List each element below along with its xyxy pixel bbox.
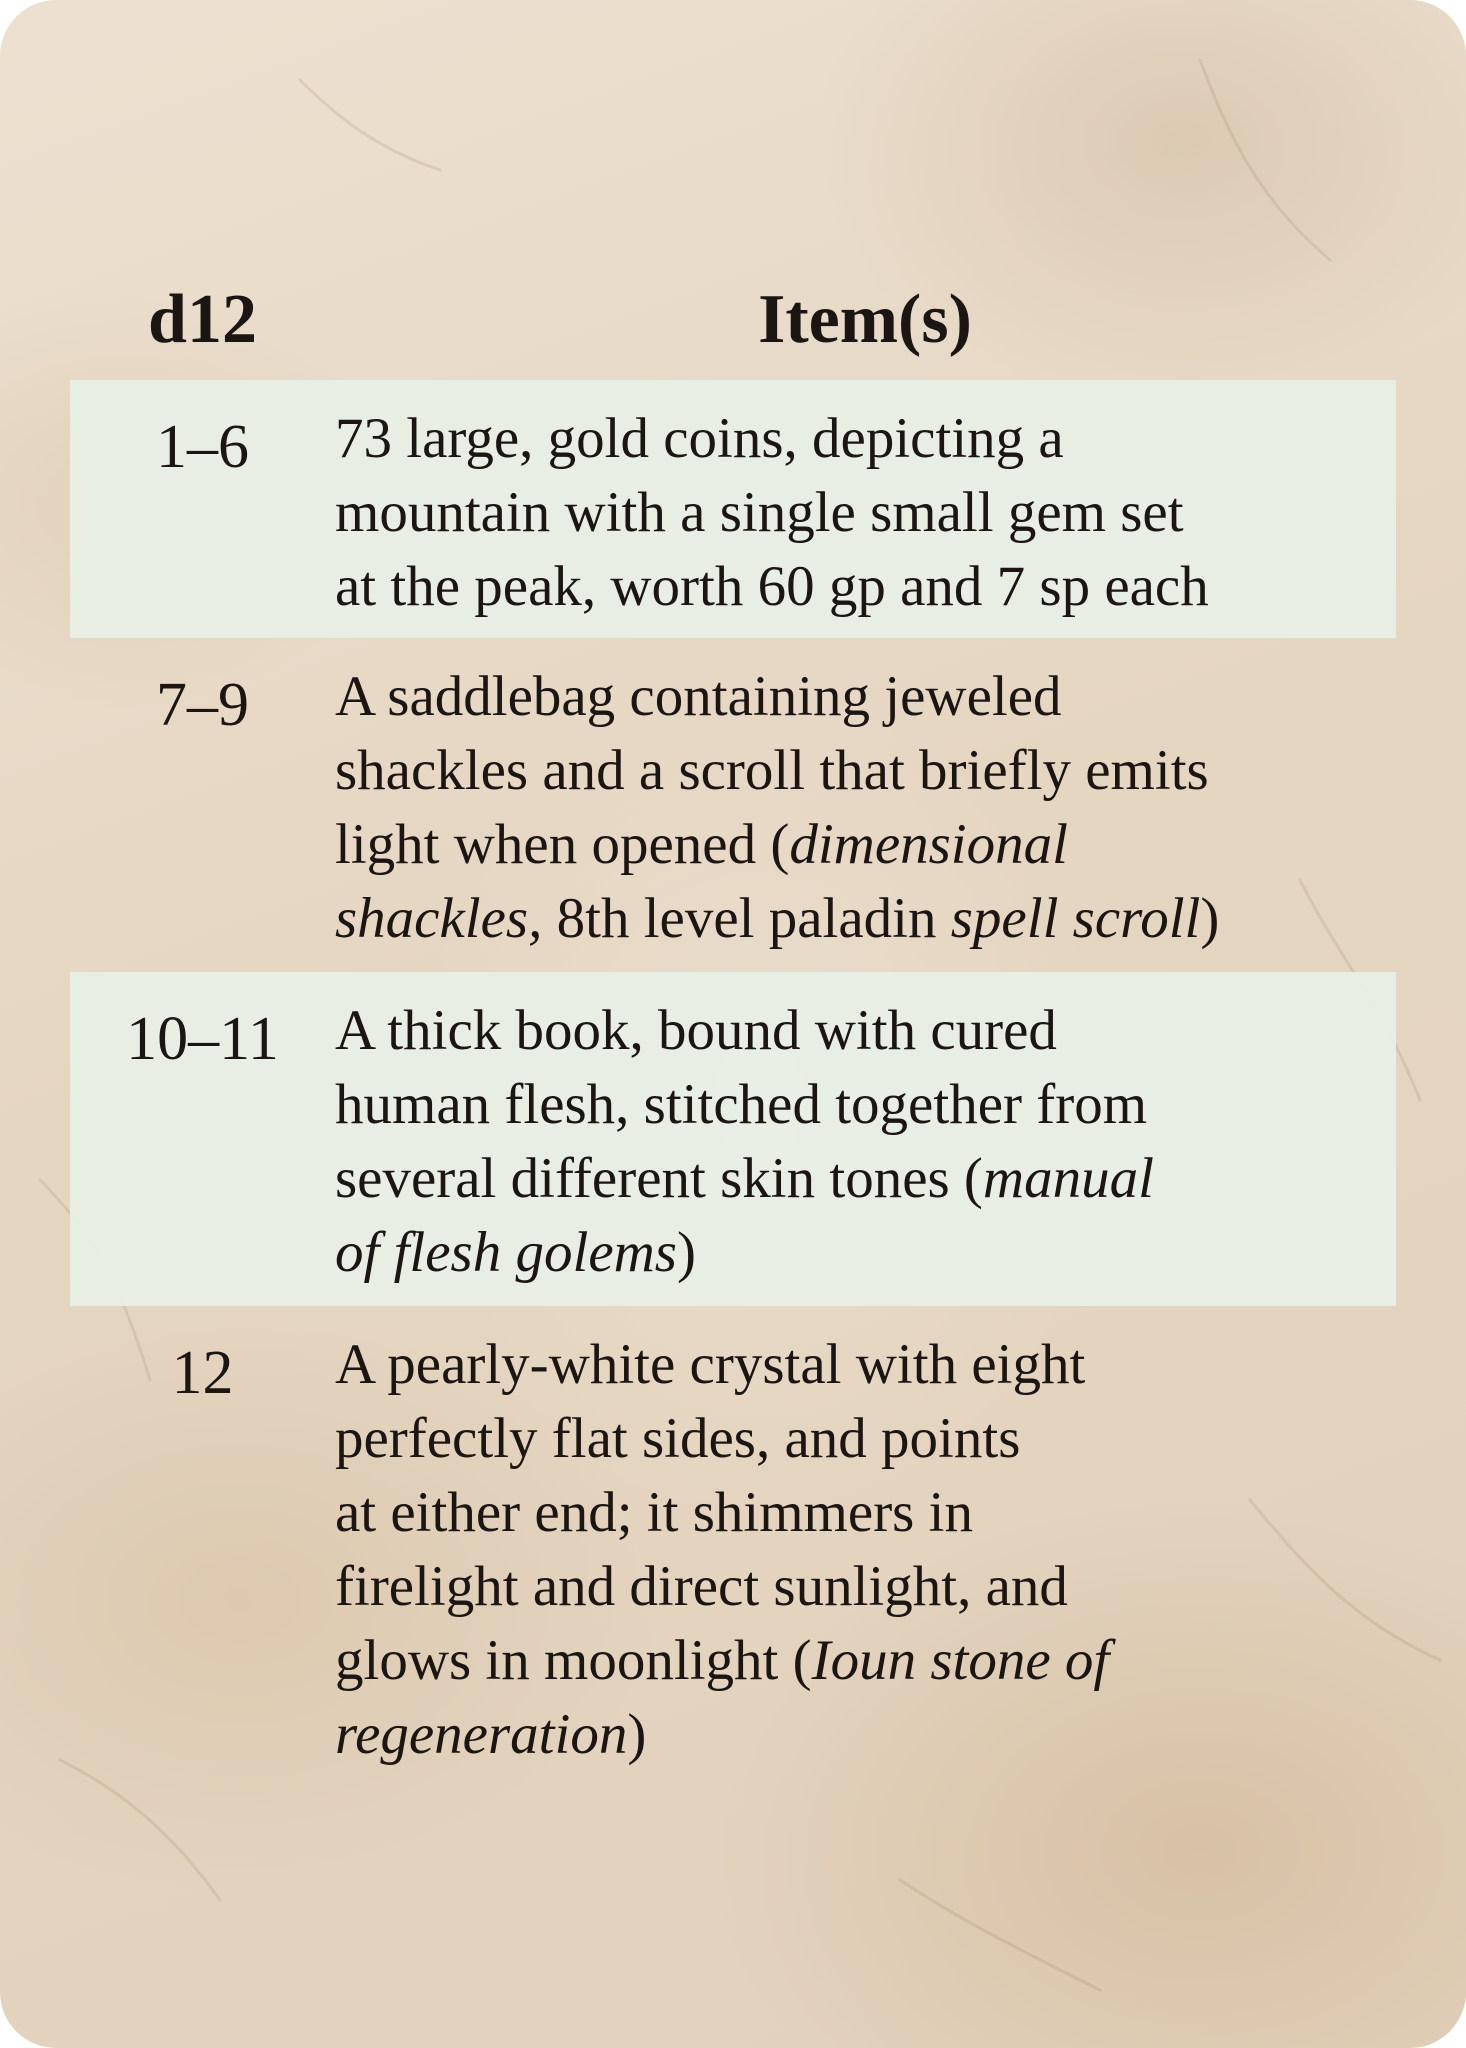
description-text: mountain with a single small gem set [335, 481, 1184, 544]
description-text: 73 large, gold coins, depicting a [335, 407, 1064, 470]
item-name-italic: spell scroll [950, 887, 1201, 950]
description-line [335, 1068, 1370, 1142]
description-line [335, 1402, 1370, 1476]
description-line [335, 550, 1370, 624]
description-line [335, 1698, 1370, 1772]
item-description [335, 972, 1370, 1304]
roll-column-header: d12 [148, 281, 257, 358]
description-line [335, 402, 1370, 476]
roll-range: 7–9 [156, 671, 249, 739]
item-name-italic: regeneration [335, 1703, 628, 1766]
description-line [335, 734, 1370, 808]
description-line [335, 1216, 1370, 1290]
description-line [335, 994, 1370, 1068]
description-text: A pearly-white crystal with eight [335, 1333, 1086, 1396]
table-row [70, 972, 1396, 1306]
item-column-header: Item(s) [758, 281, 972, 358]
description-text: at either end; it shimmers in [335, 1481, 973, 1544]
table-header [70, 260, 1396, 380]
item-description [335, 638, 1370, 970]
roll-range: 12 [171, 1339, 234, 1407]
roll-range: 10–11 [126, 1005, 279, 1073]
description-text: ) [627, 1703, 647, 1766]
description-line [335, 1142, 1370, 1216]
description-line [335, 476, 1370, 550]
description-text: firelight and direct sunlight, and [335, 1555, 1068, 1618]
description-line [335, 1550, 1370, 1624]
description-text: 8th level paladin [542, 887, 951, 950]
description-text: light when opened ( [335, 813, 790, 876]
item-name-italic: of flesh golems [335, 1221, 677, 1284]
item-description [335, 1306, 1370, 1786]
table-row [70, 380, 1396, 638]
description-line [335, 808, 1370, 882]
description-text: human flesh, stitched together from [335, 1073, 1148, 1136]
description-text: at the peak, worth 60 gp and 7 sp each [335, 555, 1209, 618]
item-name-italic: manual [982, 1147, 1154, 1210]
item-description [335, 380, 1370, 638]
description-text: several different skin tones ( [335, 1147, 983, 1210]
description-line [335, 882, 1370, 956]
table-row [70, 1306, 1396, 1786]
description-line [335, 1328, 1370, 1402]
description-text: perfectly flat sides, and points [335, 1407, 1021, 1470]
table-row [70, 638, 1396, 972]
description-line [335, 660, 1370, 734]
description-text: ) [1200, 887, 1220, 950]
roll-range: 1–6 [156, 413, 249, 481]
description-text: ) [676, 1221, 696, 1284]
description-line [335, 1624, 1370, 1698]
item-table [70, 260, 1396, 1786]
description-text: shackles and a scroll that briefly emits [335, 739, 1209, 802]
item-name-italic: shackles, [335, 887, 543, 950]
description-text: A saddlebag containing jeweled [335, 665, 1062, 728]
description-text: glows in moonlight ( [335, 1629, 812, 1692]
table-body [70, 380, 1396, 1786]
description-text: A thick book, bound with cured [335, 999, 1057, 1062]
item-name-italic: dimensional [789, 813, 1068, 876]
item-name-italic: Ioun stone of [811, 1629, 1110, 1692]
description-line [335, 1476, 1370, 1550]
